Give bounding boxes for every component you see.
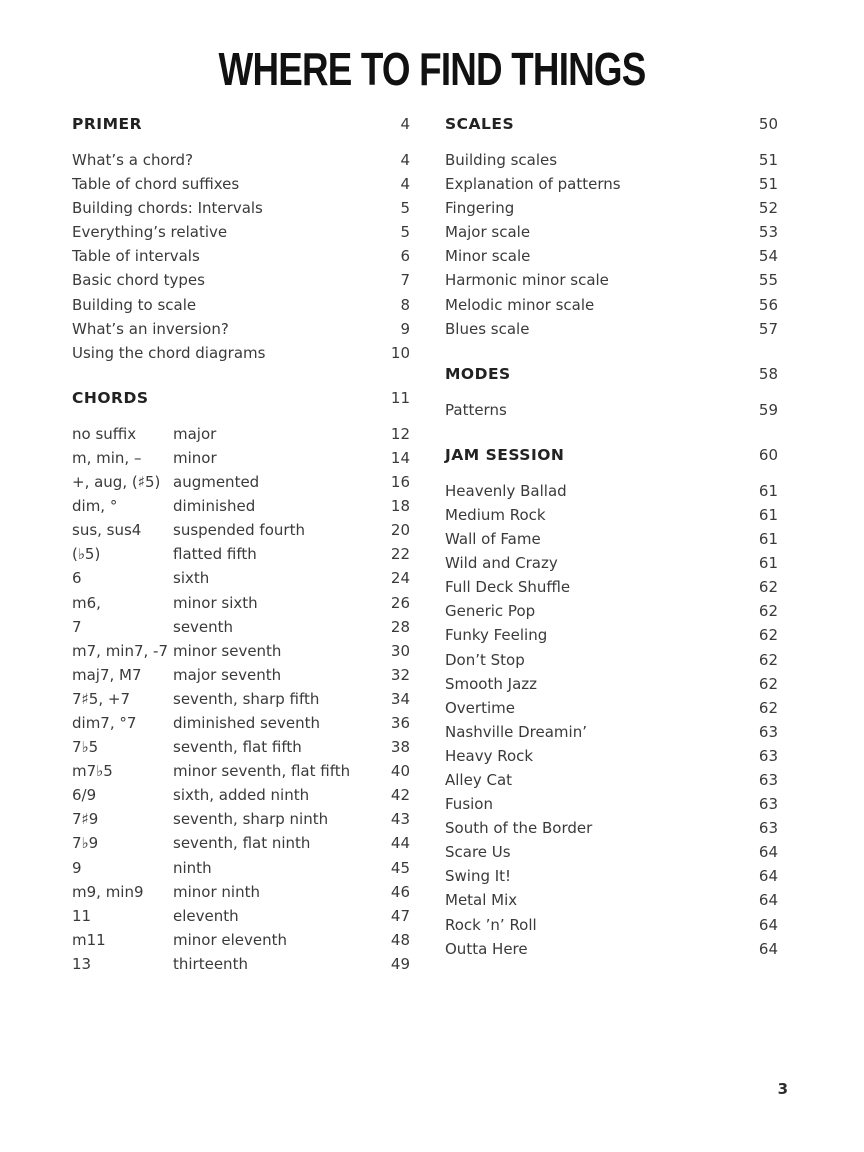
toc-entry-row <box>72 341 410 365</box>
entry-label: Wild and Crazy <box>445 554 558 573</box>
section-heading: MODES <box>445 364 511 383</box>
chord-suffix: (♭5) <box>72 545 101 564</box>
entry-label: Fusion <box>445 795 493 814</box>
section-page-number: 4 <box>400 115 410 133</box>
entry-page-number: 46 <box>390 882 410 901</box>
entry-label: flatted fifth <box>173 545 257 564</box>
toc-section <box>445 443 778 961</box>
entry-label: Everything’s relative <box>72 223 228 242</box>
entry-label: sixth <box>173 569 210 588</box>
entry-page-number: 10 <box>390 343 410 362</box>
entry-page-number: 62 <box>758 650 778 669</box>
entry-label: seventh <box>173 617 234 636</box>
entry-label: Building chords: Intervals <box>72 199 263 218</box>
page-number: 3 <box>777 1080 788 1098</box>
toc-entry-row <box>72 928 410 952</box>
toc-entry-row <box>72 904 410 928</box>
entry-label: minor sixth <box>173 593 258 612</box>
entry-label: Smooth Jazz <box>445 674 538 693</box>
chord-suffix: 7♯9 <box>72 810 99 829</box>
entry-label: Scare Us <box>445 843 511 862</box>
chord-suffix: maj7, M7 <box>72 665 142 684</box>
entry-page-number: 47 <box>390 906 410 925</box>
section-heading-row <box>445 362 778 386</box>
toc-entry-row <box>72 317 410 341</box>
toc-entry-row <box>445 220 778 244</box>
section-heading-row <box>72 112 410 136</box>
toc-column-left <box>72 112 410 976</box>
entry-page-number: 64 <box>758 867 778 886</box>
entry-page-number: 40 <box>390 762 410 781</box>
section-page-number: 50 <box>758 115 778 133</box>
entry-page-number: 63 <box>758 722 778 741</box>
chord-suffix: +, aug, (♯5) <box>72 473 161 492</box>
entry-label: sixth, added ninth <box>173 786 310 805</box>
toc-entry-row <box>445 816 778 840</box>
chord-suffix: dim, ° <box>72 497 118 516</box>
chord-suffix: m, min, – <box>72 448 142 467</box>
entry-label: Basic chord types <box>72 271 205 290</box>
section-heading: SCALES <box>445 115 515 133</box>
toc-entry-row <box>445 244 778 268</box>
toc-section <box>72 386 410 976</box>
entry-page-number: 53 <box>758 223 778 242</box>
section-heading-row <box>72 386 410 410</box>
entry-label: diminished seventh <box>173 713 321 732</box>
toc-entry-row <box>72 639 410 663</box>
entry-label: Swing It! <box>445 867 512 886</box>
chord-suffix: 7♯5, +7 <box>72 689 130 708</box>
entry-page-number: 61 <box>758 554 778 573</box>
entry-page-number: 51 <box>758 151 778 169</box>
toc-entry-row <box>445 744 778 768</box>
entry-label: Heavenly Ballad <box>445 481 567 500</box>
chord-suffix: 6 <box>72 569 82 588</box>
entry-page-number: 52 <box>758 199 778 218</box>
entry-label: Harmonic minor scale <box>445 271 609 290</box>
chord-suffix: 7 <box>72 617 82 636</box>
entry-label: diminished <box>173 497 256 516</box>
entry-page-number: 64 <box>758 843 778 862</box>
entry-page-number: 16 <box>390 473 410 492</box>
chord-suffix: 13 <box>72 954 92 973</box>
entry-page-number: 62 <box>758 626 778 645</box>
entry-page-number: 62 <box>758 674 778 693</box>
toc-entry-row <box>445 768 778 792</box>
chord-suffix: m6, <box>72 593 101 612</box>
entry-label: major seventh <box>173 665 282 684</box>
entry-label: Table of intervals <box>72 247 200 266</box>
toc-entry-row <box>445 575 778 599</box>
entry-label: Building to scale <box>72 295 197 314</box>
entry-page-number: 43 <box>390 810 410 829</box>
entry-page-number: 45 <box>390 858 410 877</box>
entry-page-number: 4 <box>400 151 410 169</box>
toc-entry-row <box>445 648 778 672</box>
entry-page-number: 30 <box>390 641 410 660</box>
entry-page-number: 36 <box>390 713 410 732</box>
entry-label: ninth <box>173 858 212 877</box>
toc-entry-row <box>445 840 778 864</box>
section-heading-row <box>445 443 778 467</box>
toc-entry-row <box>72 952 410 976</box>
toc-entry-row <box>72 880 410 904</box>
entry-label: Outta Here <box>445 939 528 958</box>
toc-entry-row <box>445 196 778 220</box>
entry-page-number: 20 <box>390 521 410 540</box>
toc-column-right <box>445 112 778 961</box>
entry-page-number: 4 <box>400 175 410 194</box>
entry-page-number: 22 <box>390 545 410 564</box>
entry-page-number: 32 <box>390 665 410 684</box>
entry-label: minor seventh, flat fifth <box>173 762 351 781</box>
toc-entry-row <box>445 479 778 503</box>
entry-label: Fingering <box>445 199 515 218</box>
entry-page-number: 62 <box>758 602 778 621</box>
toc-entry-row <box>445 720 778 744</box>
entry-page-number: 24 <box>390 569 410 588</box>
entry-label: South of the Border <box>445 819 593 838</box>
section-heading: CHORDS <box>72 388 149 407</box>
entry-page-number: 61 <box>758 505 778 524</box>
toc-entry-row <box>445 293 778 317</box>
section-page-number: 11 <box>390 388 410 407</box>
toc-entry-row <box>445 398 778 422</box>
entry-label: seventh, sharp fifth <box>173 689 320 708</box>
entry-page-number: 12 <box>390 424 410 443</box>
chord-suffix: dim7, °7 <box>72 713 137 732</box>
toc-entry-row <box>445 864 778 888</box>
entry-page-number: 61 <box>758 481 778 500</box>
section-heading: JAM SESSION <box>445 445 565 464</box>
toc-entry-row <box>72 735 410 759</box>
entry-label: Full Deck Shuffle <box>445 578 571 597</box>
toc-entry-row <box>72 687 410 711</box>
entry-page-number: 64 <box>758 915 778 934</box>
entry-page-number: 18 <box>390 497 410 516</box>
entry-page-number: 62 <box>758 698 778 717</box>
toc-entry-row <box>72 470 410 494</box>
entry-label: seventh, flat fifth <box>173 738 302 757</box>
chord-suffix: 7♭9 <box>72 834 99 853</box>
chord-suffix: m7♭5 <box>72 762 113 781</box>
entry-label: minor ninth <box>173 882 260 901</box>
toc-entry-row <box>72 856 410 880</box>
entry-page-number: 26 <box>390 593 410 612</box>
entry-label: Major scale <box>445 223 531 242</box>
entry-page-number: 28 <box>390 617 410 636</box>
toc-entry-row <box>72 172 410 196</box>
entry-label: Generic Pop <box>445 602 536 621</box>
entry-page-number: 48 <box>390 930 410 949</box>
toc-entry-row <box>72 422 410 446</box>
toc-section <box>445 362 778 422</box>
section-heading-row <box>445 112 778 136</box>
entry-label: Metal Mix <box>445 891 518 910</box>
section-heading: PRIMER <box>72 115 143 133</box>
toc-entry-row <box>445 527 778 551</box>
section-page-number: 58 <box>758 364 778 383</box>
toc-entry-row <box>445 913 778 937</box>
entry-page-number: 38 <box>390 738 410 757</box>
entry-label: Blues scale <box>445 319 530 338</box>
entry-label: Overtime <box>445 698 515 717</box>
toc-entry-row <box>72 542 410 566</box>
entry-label: What’s an inversion? <box>72 319 229 338</box>
page-title: WHERE TO FIND THINGS <box>218 43 646 95</box>
entry-page-number: 63 <box>758 819 778 838</box>
toc-entry-row <box>445 599 778 623</box>
toc-entry-row <box>445 696 778 720</box>
entry-page-number: 55 <box>758 271 778 290</box>
entry-page-number: 8 <box>400 295 410 314</box>
toc-entry-row <box>445 937 778 961</box>
chord-suffix: 9 <box>72 858 82 877</box>
entry-page-number: 64 <box>758 891 778 910</box>
entry-page-number: 49 <box>390 954 410 973</box>
chord-suffix: no suffix <box>72 424 137 443</box>
toc-entry-row <box>445 672 778 696</box>
chord-suffix: m9, min9 <box>72 882 144 901</box>
entry-label: Funky Feeling <box>445 626 548 645</box>
toc-entry-row <box>72 591 410 615</box>
entry-page-number: 64 <box>758 939 778 958</box>
entry-label: eleventh <box>173 906 239 925</box>
entry-page-number: 44 <box>390 834 410 853</box>
toc-entry-row <box>72 220 410 244</box>
entry-label: seventh, flat ninth <box>173 834 311 853</box>
entry-page-number: 42 <box>390 786 410 805</box>
entry-page-number: 61 <box>758 530 778 549</box>
entry-label: Building scales <box>445 151 558 169</box>
toc-section <box>72 112 410 365</box>
entry-label: Patterns <box>445 400 507 419</box>
entry-page-number: 59 <box>758 400 778 419</box>
entry-label: Minor scale <box>445 247 531 266</box>
entry-page-number: 63 <box>758 746 778 765</box>
toc-entry-row <box>445 623 778 647</box>
toc-entry-row <box>72 831 410 855</box>
entry-page-number: 6 <box>400 247 410 266</box>
chord-suffix: m7, min7, -7 <box>72 641 169 660</box>
toc-entry-row <box>72 148 410 172</box>
toc-entry-row <box>72 783 410 807</box>
toc-entry-row <box>445 888 778 912</box>
toc-entry-row <box>72 494 410 518</box>
entry-label: Table of chord suffixes <box>72 175 240 194</box>
entry-page-number: 14 <box>390 448 410 467</box>
entry-page-number: 63 <box>758 770 778 789</box>
entry-page-number: 9 <box>400 319 410 338</box>
entry-label: Rock ’n’ Roll <box>445 915 537 934</box>
entry-label: minor eleventh <box>173 930 288 949</box>
entry-page-number: 34 <box>390 689 410 708</box>
entry-label: Melodic minor scale <box>445 295 595 314</box>
entry-label: Heavy Rock <box>445 746 534 765</box>
entry-label: major <box>173 424 217 443</box>
entry-label: Don’t Stop <box>445 650 525 669</box>
toc-entry-row <box>72 807 410 831</box>
entry-page-number: 5 <box>400 223 410 242</box>
toc-entry-row <box>72 759 410 783</box>
entry-label: augmented <box>173 473 260 492</box>
chord-suffix: 7♭5 <box>72 738 99 757</box>
toc-entry-row <box>72 615 410 639</box>
toc-entry-row <box>445 503 778 527</box>
toc-entry-row <box>72 244 410 268</box>
entry-label: Using the chord diagrams <box>72 343 266 362</box>
toc-entry-row <box>445 172 778 196</box>
entry-label: thirteenth <box>173 954 248 973</box>
entry-page-number: 54 <box>758 247 778 266</box>
toc-entry-row <box>445 148 778 172</box>
toc-entry-row <box>72 711 410 735</box>
entry-page-number: 63 <box>758 795 778 814</box>
entry-label: minor <box>173 448 217 467</box>
entry-label: suspended fourth <box>173 521 305 540</box>
entry-label: Wall of Fame <box>445 530 541 549</box>
chord-suffix: 6/9 <box>72 786 97 805</box>
toc-entry-row <box>445 551 778 575</box>
toc-entry-row <box>72 663 410 687</box>
toc-entry-row <box>72 566 410 590</box>
toc-entry-row <box>445 268 778 292</box>
section-page-number: 60 <box>758 445 778 464</box>
toc-entry-row <box>72 268 410 292</box>
entry-label: What’s a chord? <box>72 151 194 169</box>
toc-section <box>445 112 778 341</box>
toc-entry-row <box>72 196 410 220</box>
toc-entry-row <box>72 446 410 470</box>
entry-page-number: 56 <box>758 295 778 314</box>
toc-entry-row <box>445 317 778 341</box>
entry-label: Explanation of patterns <box>445 175 621 194</box>
entry-label: minor seventh <box>173 641 282 660</box>
entry-label: Medium Rock <box>445 505 546 524</box>
entry-page-number: 7 <box>400 271 410 290</box>
toc-entry-row <box>72 293 410 317</box>
entry-page-number: 57 <box>758 319 778 338</box>
entry-page-number: 5 <box>400 199 410 218</box>
chord-suffix: 11 <box>72 906 92 925</box>
chord-suffix: sus, sus4 <box>72 521 142 540</box>
chord-suffix: m11 <box>72 930 106 949</box>
entry-label: Nashville Dreamin’ <box>445 722 587 741</box>
toc-entry-row <box>72 518 410 542</box>
entry-page-number: 51 <box>758 175 778 194</box>
entry-label: Alley Cat <box>445 770 513 789</box>
toc-entry-row <box>445 792 778 816</box>
entry-page-number: 62 <box>758 578 778 597</box>
entry-label: seventh, sharp ninth <box>173 810 329 829</box>
